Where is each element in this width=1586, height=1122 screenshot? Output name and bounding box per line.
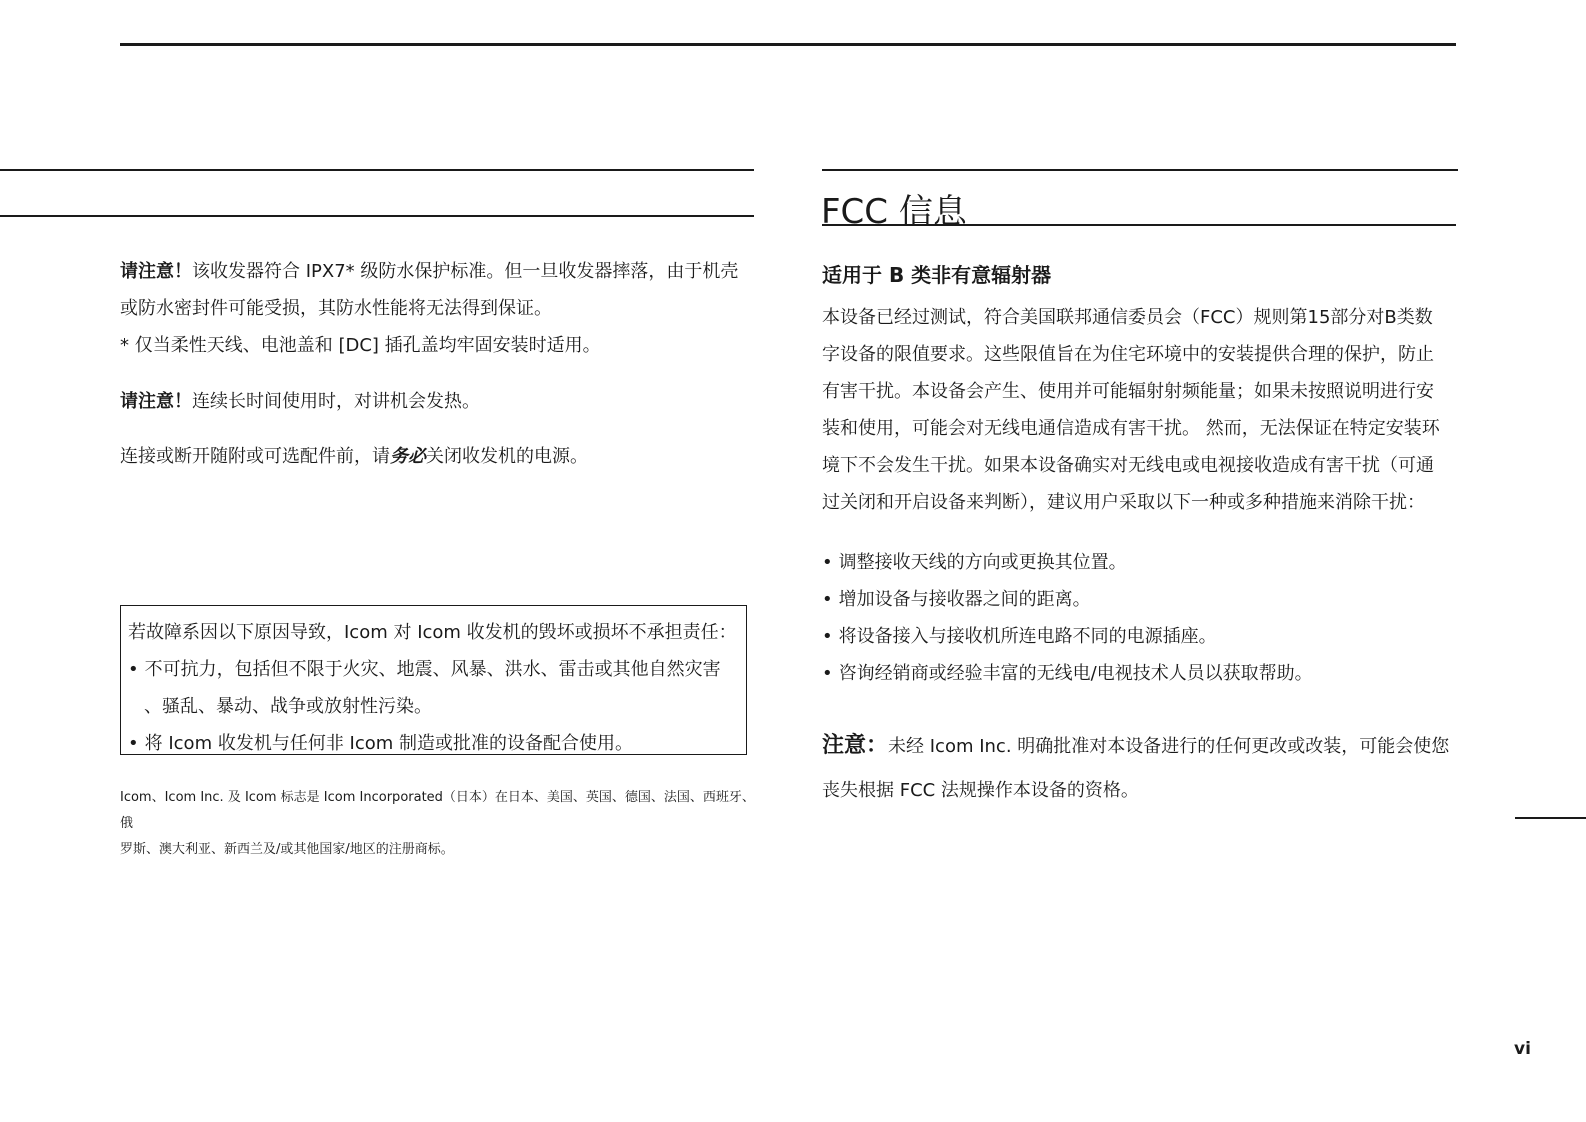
list-item: • 咨询经销商或经验丰富的无线电/电视技术人员以获取帮助。 — [822, 655, 1462, 692]
notice-label: 请注意！ — [120, 391, 192, 412]
measures-list — [822, 544, 1462, 692]
notice-label: 请注意！ — [120, 261, 192, 282]
asterisk-note: * 仅当柔性天线、电池盖和 [DC] 插孔盖均牢固安装时适用。 — [120, 335, 601, 356]
notice-heat — [120, 383, 756, 420]
trademark-line: 罗斯、澳大利亚、新西兰及/或其他国家/地区的注册商标。 — [120, 842, 454, 857]
list-item: • 将设备接入与接收机所连电路不同的电源插座。 — [822, 618, 1462, 655]
note-text-cont: 丧失根据 FCC 法规操作本设备的资格。 — [822, 780, 1139, 801]
list-item: • 增加设备与接收器之间的距离。 — [822, 581, 1462, 618]
left-lower-rule — [0, 215, 754, 217]
top-rule — [120, 43, 1456, 46]
box-intro: 若故障系因以下原因导致，Icom 对 Icom 收发机的毁坏或损坏不承担责任： — [128, 622, 737, 643]
paragraph-line: 有害干扰。本设备会产生、使用并可能辐射射频能量；如果未按照说明进行安 — [822, 381, 1434, 402]
paragraph-line: 字设备的限值要求。这些限值旨在为住宅环境中的安装提供合理的保护，防止 — [822, 344, 1434, 365]
page-number: vi — [1514, 1039, 1531, 1059]
trademark-notice — [120, 785, 756, 863]
fcc-note — [822, 724, 1462, 813]
left-upper-rule — [0, 169, 754, 171]
box-item-non-icom: • 将 Icom 收发机与任何非 Icom 制造或批准的设备配合使用。 — [128, 725, 738, 762]
trademark-line: Icom、Icom Inc. 及 Icom 标志是 Icom Incorporated（日本）在日本、美国、英国、德国、法国、西班牙、俄 — [120, 790, 755, 831]
section-title: FCC 信息 — [821, 192, 967, 232]
liability-box — [120, 605, 747, 755]
power-pre: 连接或断开随附或可选配件前，请 — [120, 446, 390, 467]
side-tab-rule — [1515, 817, 1586, 819]
notice-waterproof — [120, 253, 756, 364]
note-text: 未经 Icom Inc. 明确批准对本设备进行的任何更改或改装，可能会使您 — [888, 736, 1450, 757]
notice-text: 该收发器符合 IPX7* 级防水保护标准。但一旦收发器摔落，由于机壳 — [192, 261, 739, 282]
subtitle: 适用于 B 类非有意辐射器 — [822, 263, 1052, 287]
box-item-force-majeure-cont: 、骚乱、暴动、战争或放射性污染。 — [144, 696, 432, 717]
paragraph-line: 过关闭和开启设备来判断），建议用户采取以下一种或多种措施来消除干扰： — [822, 492, 1425, 513]
power-warning — [120, 438, 756, 475]
paragraph-line: 本设备已经过测试，符合美国联邦通信委员会（FCC）规则第15部分对B类数 — [822, 307, 1433, 328]
list-item: • 调整接收天线的方向或更换其位置。 — [822, 544, 1462, 581]
note-label: 注意： — [822, 733, 889, 758]
power-post: 关闭收发机的电源。 — [426, 446, 588, 467]
paragraph-line: 境下不会发生干扰。如果本设备确实对无线电或电视接收造成有害干扰（可通 — [822, 455, 1434, 476]
fcc-paragraph — [822, 299, 1462, 521]
notice-text: 连续长时间使用时，对讲机会发热。 — [192, 391, 480, 412]
notice-text-cont: 或防水密封件可能受损，其防水性能将无法得到保证。 — [120, 298, 552, 319]
box-item-force-majeure: • 不可抗力，包括但不限于火灾、地震、风暴、洪水、雷击或其他自然灾害 — [128, 651, 738, 688]
paragraph-line: 装和使用，可能会对无线电通信造成有害干扰。 然而，无法保证在特定安装环 — [822, 418, 1440, 439]
right-upper-rule — [822, 169, 1458, 171]
power-emph: 务必 — [390, 446, 426, 467]
